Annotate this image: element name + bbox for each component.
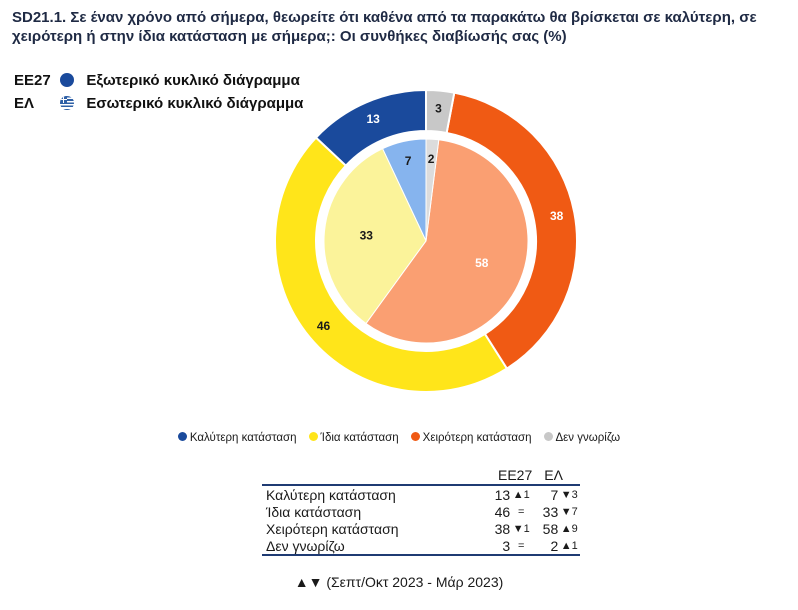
legend-label: Ίδια κατάσταση <box>320 432 399 444</box>
inner-ring-code: ΕΛ <box>14 95 35 112</box>
row-label: Καλύτερη κατάσταση <box>266 486 396 503</box>
header-eu: ΕΕ27 <box>498 467 533 483</box>
row-label: Δεν γνωρίζω <box>266 537 345 554</box>
eu-value: 13 <box>494 486 511 503</box>
legend-item <box>411 432 532 444</box>
eu-value: 46 <box>494 503 511 520</box>
el-change: ▲1 <box>560 539 578 552</box>
legend-swatch <box>178 432 187 441</box>
legend-swatch <box>411 432 420 441</box>
legend-item <box>309 432 399 444</box>
table-header-row <box>262 466 580 485</box>
legend-swatch <box>544 432 553 441</box>
eu-change: = <box>517 505 525 518</box>
summary-table <box>262 466 580 556</box>
el-value: 7 <box>550 486 559 503</box>
chart-legend <box>0 432 798 444</box>
eu-value: 3 <box>502 537 511 554</box>
el-value: 58 <box>542 520 559 537</box>
eu-change: = <box>517 539 525 552</box>
el-change: ▼7 <box>560 505 578 518</box>
chart-title: SD21.1. Σε έναν χρόνο από σήμερα, θεωρείτε ότι καθένα από τα παρακάτω θα βρίσκεται σε καλύτερη, σε χειρότερη ή στην ίδια κατάσταση με σήμερα;: Οι συνθήκες διαβίωσής σας (%) <box>12 9 757 45</box>
outer-ring-label: Εξωτερικό κυκλικό διάγραμμα <box>86 72 300 89</box>
inner-label-worse: 58 <box>475 256 489 271</box>
el-change: ▲9 <box>560 522 578 535</box>
legend-item <box>544 432 621 444</box>
inner-label-same: 33 <box>359 228 373 243</box>
table-row <box>262 520 580 537</box>
row-label: Ίδια κατάσταση <box>266 503 362 520</box>
el-value: 2 <box>550 537 559 554</box>
inner-ring-label: Εσωτερικό κυκλικό διάγραμμα <box>86 95 304 112</box>
outer-ring-code: ΕΕ27 <box>14 72 51 89</box>
inner-label-dont-know: 2 <box>427 152 435 167</box>
legend-item <box>178 432 297 444</box>
table-row <box>262 485 580 503</box>
legend-label: Δεν γνωρίζω <box>555 432 621 444</box>
eu-value: 38 <box>494 520 511 537</box>
comparison-footnote: ▲▼ (Σεπτ/Οκτ 2023 - Μάρ 2023) <box>294 574 504 590</box>
outer-label-same: 46 <box>316 318 331 333</box>
header-el: ΕΛ <box>544 467 563 483</box>
row-label: Χειρότερη κατάσταση <box>266 520 399 537</box>
el-change: ▼3 <box>560 488 578 501</box>
table-row <box>262 537 580 555</box>
legend-label: Καλύτερη κατάσταση <box>189 432 297 444</box>
eu-change: ▲1 <box>512 488 530 501</box>
inner-label-better: 7 <box>404 153 412 168</box>
eu-change: ▼1 <box>512 522 530 535</box>
legend-label: Χειρότερη κατάσταση <box>422 432 532 444</box>
legend-swatch <box>309 432 318 441</box>
outer-label-dont-know: 3 <box>435 101 442 116</box>
table-row <box>262 503 580 520</box>
el-value: 33 <box>542 503 559 520</box>
outer-label-better: 13 <box>366 111 380 126</box>
outer-label-worse: 38 <box>549 209 564 224</box>
